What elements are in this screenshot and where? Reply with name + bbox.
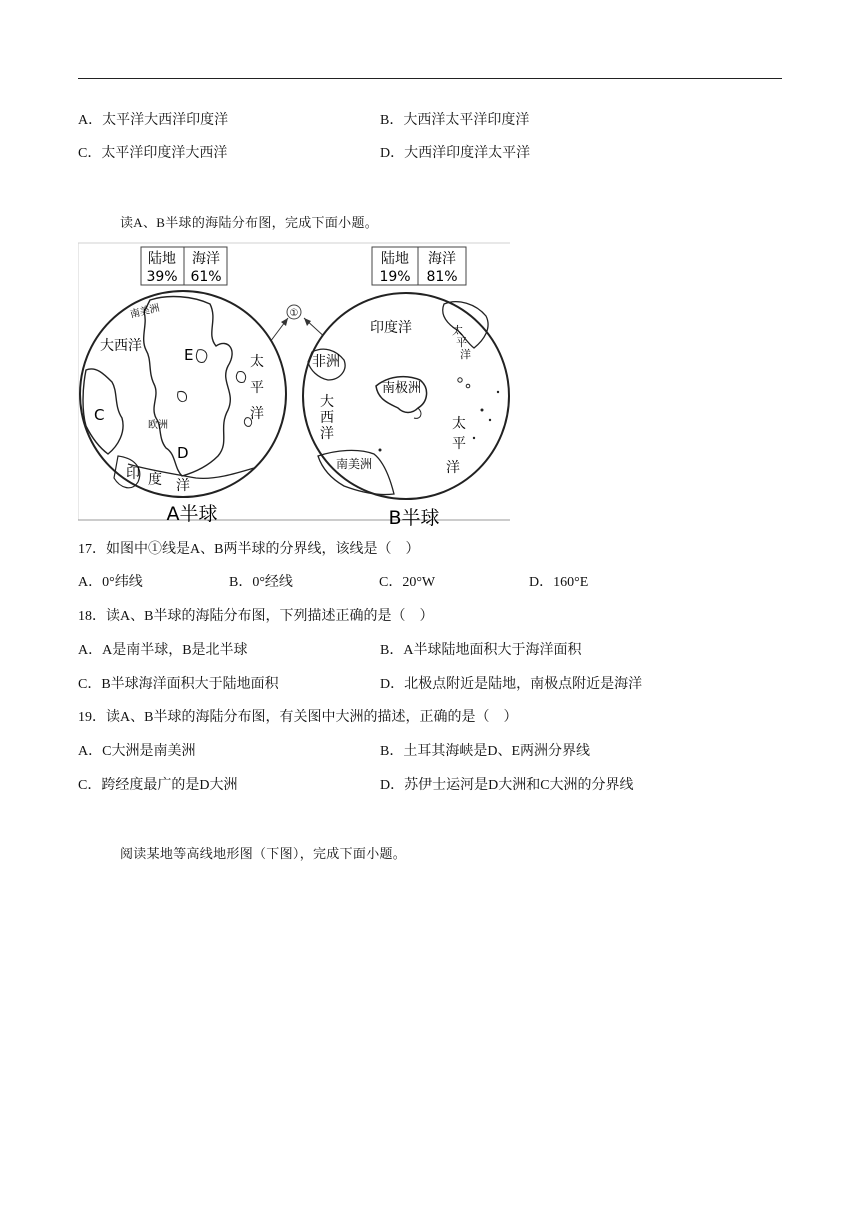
hemisphere-b xyxy=(303,293,509,529)
q18-option-b[interactable]: B．A半球陆地面积大于海洋面积 xyxy=(380,643,582,658)
b-label-yang: 洋 xyxy=(320,426,334,442)
b-label-yang2: 洋 xyxy=(446,460,460,476)
q16-option-a[interactable]: A．太平洋大西洋印度洋 xyxy=(78,113,229,128)
hemisphere-a xyxy=(80,291,286,525)
b-label-feizhou: 非洲 xyxy=(312,354,340,370)
b-label-nanmeizhou: 南美洲 xyxy=(336,457,373,471)
a-label-du: 度 xyxy=(148,472,162,488)
a-land-label: 陆地 xyxy=(148,251,176,267)
a-land-sea-table xyxy=(141,247,227,285)
q18-stem: 18．读A、B半球的海陆分布图，下列描述正确的是（ ） xyxy=(78,609,434,624)
q18-option-d[interactable]: D．北极点附近是陆地，南极点附近是海洋 xyxy=(380,677,643,692)
a-label-yang: 洋 xyxy=(250,406,264,422)
a-label-daxiyang: 大西洋 xyxy=(100,338,142,354)
q17-option-d[interactable]: D．160°E xyxy=(529,575,589,590)
intro-hemispheres: 读A、B半球的海陆分布图，完成下面小题。 xyxy=(120,215,379,230)
q18-option-c[interactable]: C．B半球海洋面积大于陆地面积 xyxy=(78,677,279,692)
a-land-percent: 39% xyxy=(146,269,178,285)
b-label-xi: 西 xyxy=(320,410,334,426)
q19-option-b[interactable]: B．土耳其海峡是D、E两洲分界线 xyxy=(380,744,590,759)
b-sea-label: 海洋 xyxy=(428,251,456,267)
a-label-nanmeizhou: 南美洲 xyxy=(129,302,161,321)
a-label-yang2: 洋 xyxy=(176,478,190,494)
q16-option-c[interactable]: C．太平洋印度洋大西洋 xyxy=(78,146,228,161)
b-label-ping-small: 平 xyxy=(456,336,467,349)
b-label-yang-small: 洋 xyxy=(460,348,471,361)
q19-stem: 19．读A、B半球的海陆分布图，有关图中大洲的描述，正确的是（ ） xyxy=(78,710,518,725)
a-sea-percent: 61% xyxy=(190,269,222,285)
q17-option-a[interactable]: A．0°纬线 xyxy=(78,575,143,590)
a-label-ping: 平 xyxy=(250,380,264,396)
q18-option-a[interactable]: A．A是南半球，B是北半球 xyxy=(78,643,248,658)
q17-stem: 17．如图中①线是A、B两半球的分界线，该线是（ ） xyxy=(78,542,420,557)
a-label-c: C xyxy=(94,406,105,424)
intro-contour: 阅读某地等高线地形图（下图），完成下面小题。 xyxy=(120,846,407,861)
a-label-e: E xyxy=(184,346,194,364)
q16-option-d[interactable]: D．大西洋印度洋太平洋 xyxy=(380,146,531,161)
b-label-tai-small: 太 xyxy=(452,324,463,337)
b-land-label: 陆地 xyxy=(381,251,409,267)
hemisphere-map xyxy=(78,242,514,532)
b-land-percent: 19% xyxy=(379,269,411,285)
arrow-right-head xyxy=(304,318,311,326)
a-label-ouzhou: 欧洲 xyxy=(148,420,168,431)
q17-option-c[interactable]: C．20°W xyxy=(379,575,436,590)
q17-option-b[interactable]: B．0°经线 xyxy=(229,575,293,590)
a-sea-label: 海洋 xyxy=(192,251,220,267)
hemisphere-figure xyxy=(78,242,514,532)
q19-option-a[interactable]: A．C大洲是南美洲 xyxy=(78,744,196,759)
arrow-left-head xyxy=(281,318,288,326)
b-caption: B半球 xyxy=(388,507,440,529)
q19-option-c[interactable]: C．跨经度最广的是D大洲 xyxy=(78,778,238,793)
a-label-yin: 印 xyxy=(126,466,140,482)
b-sea-percent: 81% xyxy=(426,269,458,285)
a-label-d: D xyxy=(177,444,189,462)
marker-number: ① xyxy=(289,308,299,319)
a-label-tai: 太 xyxy=(250,354,264,370)
header-rule xyxy=(78,78,782,79)
b-label-ping: 平 xyxy=(452,436,466,452)
q19-option-d[interactable]: D．苏伊士运河是D大洲和C大洲的分界线 xyxy=(380,778,634,793)
b-label-da: 大 xyxy=(320,394,334,410)
q16-option-b[interactable]: B．大西洋太平洋印度洋 xyxy=(380,113,530,128)
b-label-tai: 太 xyxy=(452,416,466,432)
a-caption: A半球 xyxy=(166,503,218,525)
b-land-sea-table xyxy=(372,247,466,285)
b-label-yinduyang: 印度洋 xyxy=(370,320,412,336)
b-label-nanjizhou: 南极洲 xyxy=(382,381,422,396)
